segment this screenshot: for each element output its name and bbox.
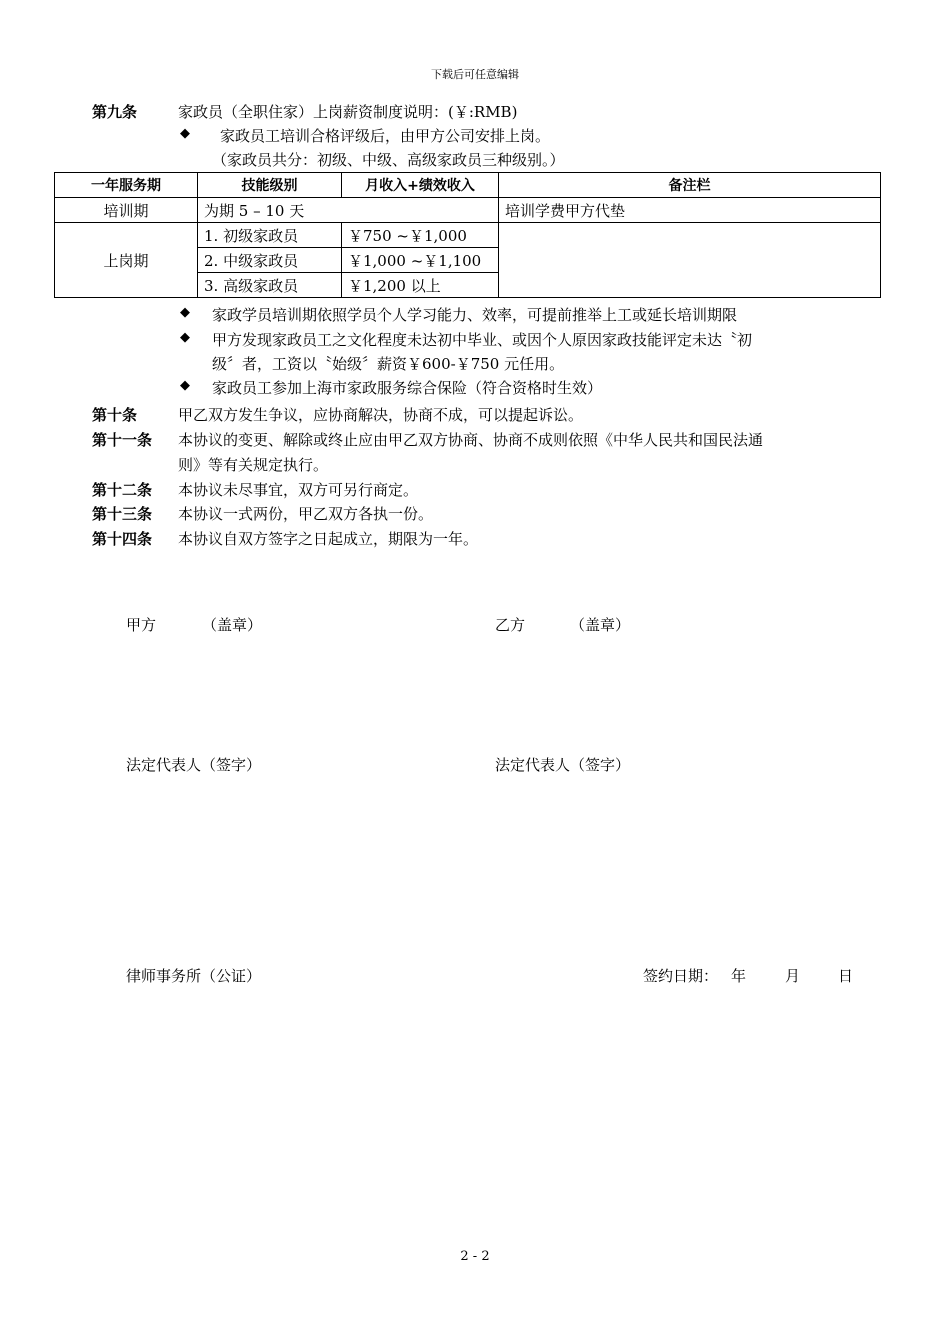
diamond-bullet-icon: ◆ <box>180 330 190 345</box>
article9-note: （家政员共分：初级、中级、高级家政员三种级别。） <box>212 151 565 169</box>
article12-label: 第十二条 <box>92 481 153 499</box>
remark-cell <box>499 223 881 298</box>
level-cell: 1. 初级家政员 <box>198 223 342 248</box>
party-a-label: 甲方 <box>126 616 157 634</box>
table-header-cell: 备注栏 <box>499 173 881 198</box>
table-header-cell: 技能级别 <box>198 173 342 198</box>
article9-bullet1: 家政员工培训合格评级后，由甲方公司安排上岗。 <box>220 127 551 145</box>
party-a-seal: （盖章） <box>202 616 263 634</box>
article14-label: 第十四条 <box>92 530 153 548</box>
article13-text: 本协议一式两份，甲乙双方各执一份。 <box>178 505 434 523</box>
article13-label: 第十三条 <box>92 505 153 523</box>
article11-line1: 本协议的变更、解除或终止应由甲乙双方协商、协商不成则依照《中华人民共和国民法通 <box>178 431 764 449</box>
table-header-cell: 一年服务期 <box>55 173 198 198</box>
article11-line2: 则》等有关规定执行。 <box>178 456 329 474</box>
salary-table <box>54 172 881 298</box>
bullet-education-line1: 甲方发现家政员工之文化程度未达初中毕业、或因个人原因家政技能评定未达〝初 <box>212 331 753 349</box>
bullet-education-line2: 级〞者，工资以〝始级〞薪资￥600-￥750 元任用。 <box>212 355 565 373</box>
article9-text: 家政员（全职住家）上岗薪资制度说明：(￥:RMB) <box>178 103 518 121</box>
party-b-representative: 法定代表人（签字） <box>495 756 631 774</box>
law-firm-label: 律师事务所（公证） <box>126 967 262 985</box>
article14-text: 本协议自双方签字之日起成立，期限为一年。 <box>178 530 479 548</box>
income-cell: ￥1,000 ~￥1,100 <box>342 248 499 273</box>
article10-text: 甲乙双方发生争议，应协商解决，协商不成，可以提起诉讼。 <box>178 406 584 424</box>
party-a-representative: 法定代表人（签字） <box>126 756 262 774</box>
remark-cell: 培训学费甲方代垫 <box>499 198 881 223</box>
page-number: 2 - 2 <box>460 1249 490 1264</box>
table-row <box>55 198 881 223</box>
article9-label: 第九条 <box>92 103 138 121</box>
income-cell: ￥1,200 以上 <box>342 273 499 298</box>
article10-label: 第十条 <box>92 406 138 424</box>
income-cell: ￥750 ~￥1,000 <box>342 223 499 248</box>
period-cell: 培训期 <box>55 198 198 223</box>
duration-cell: 为期 5 – 10 天 <box>198 198 499 223</box>
diamond-bullet-icon: ◆ <box>180 378 190 393</box>
page-header: 下载后可任意编辑 <box>431 68 519 81</box>
period-cell: 上岗期 <box>55 223 198 298</box>
table-header-row <box>55 173 881 198</box>
table-header-cell: 月收入+绩效收入 <box>342 173 499 198</box>
party-b-seal: （盖章） <box>570 616 631 634</box>
sign-date-label: 签约日期： <box>643 967 719 985</box>
diamond-bullet-icon: ◆ <box>180 126 190 141</box>
bullet-insurance: 家政员工参加上海市家政服务综合保险（符合资格时生效） <box>212 379 603 397</box>
diamond-bullet-icon: ◆ <box>180 305 190 320</box>
level-cell: 2. 中级家政员 <box>198 248 342 273</box>
bullet-training-period: 家政学员培训期依照学员个人学习能力、效率，可提前推举上工或延长培训期限 <box>212 306 738 324</box>
sign-date-year: 年 <box>731 967 747 985</box>
article12-text: 本协议未尽事宜，双方可另行商定。 <box>178 481 419 499</box>
article11-label: 第十一条 <box>92 431 153 449</box>
sign-date-month: 月 <box>785 967 801 985</box>
level-cell: 3. 高级家政员 <box>198 273 342 298</box>
table-row <box>55 223 881 248</box>
sign-date-day: 日 <box>838 967 854 985</box>
party-b-label: 乙方 <box>495 616 526 634</box>
